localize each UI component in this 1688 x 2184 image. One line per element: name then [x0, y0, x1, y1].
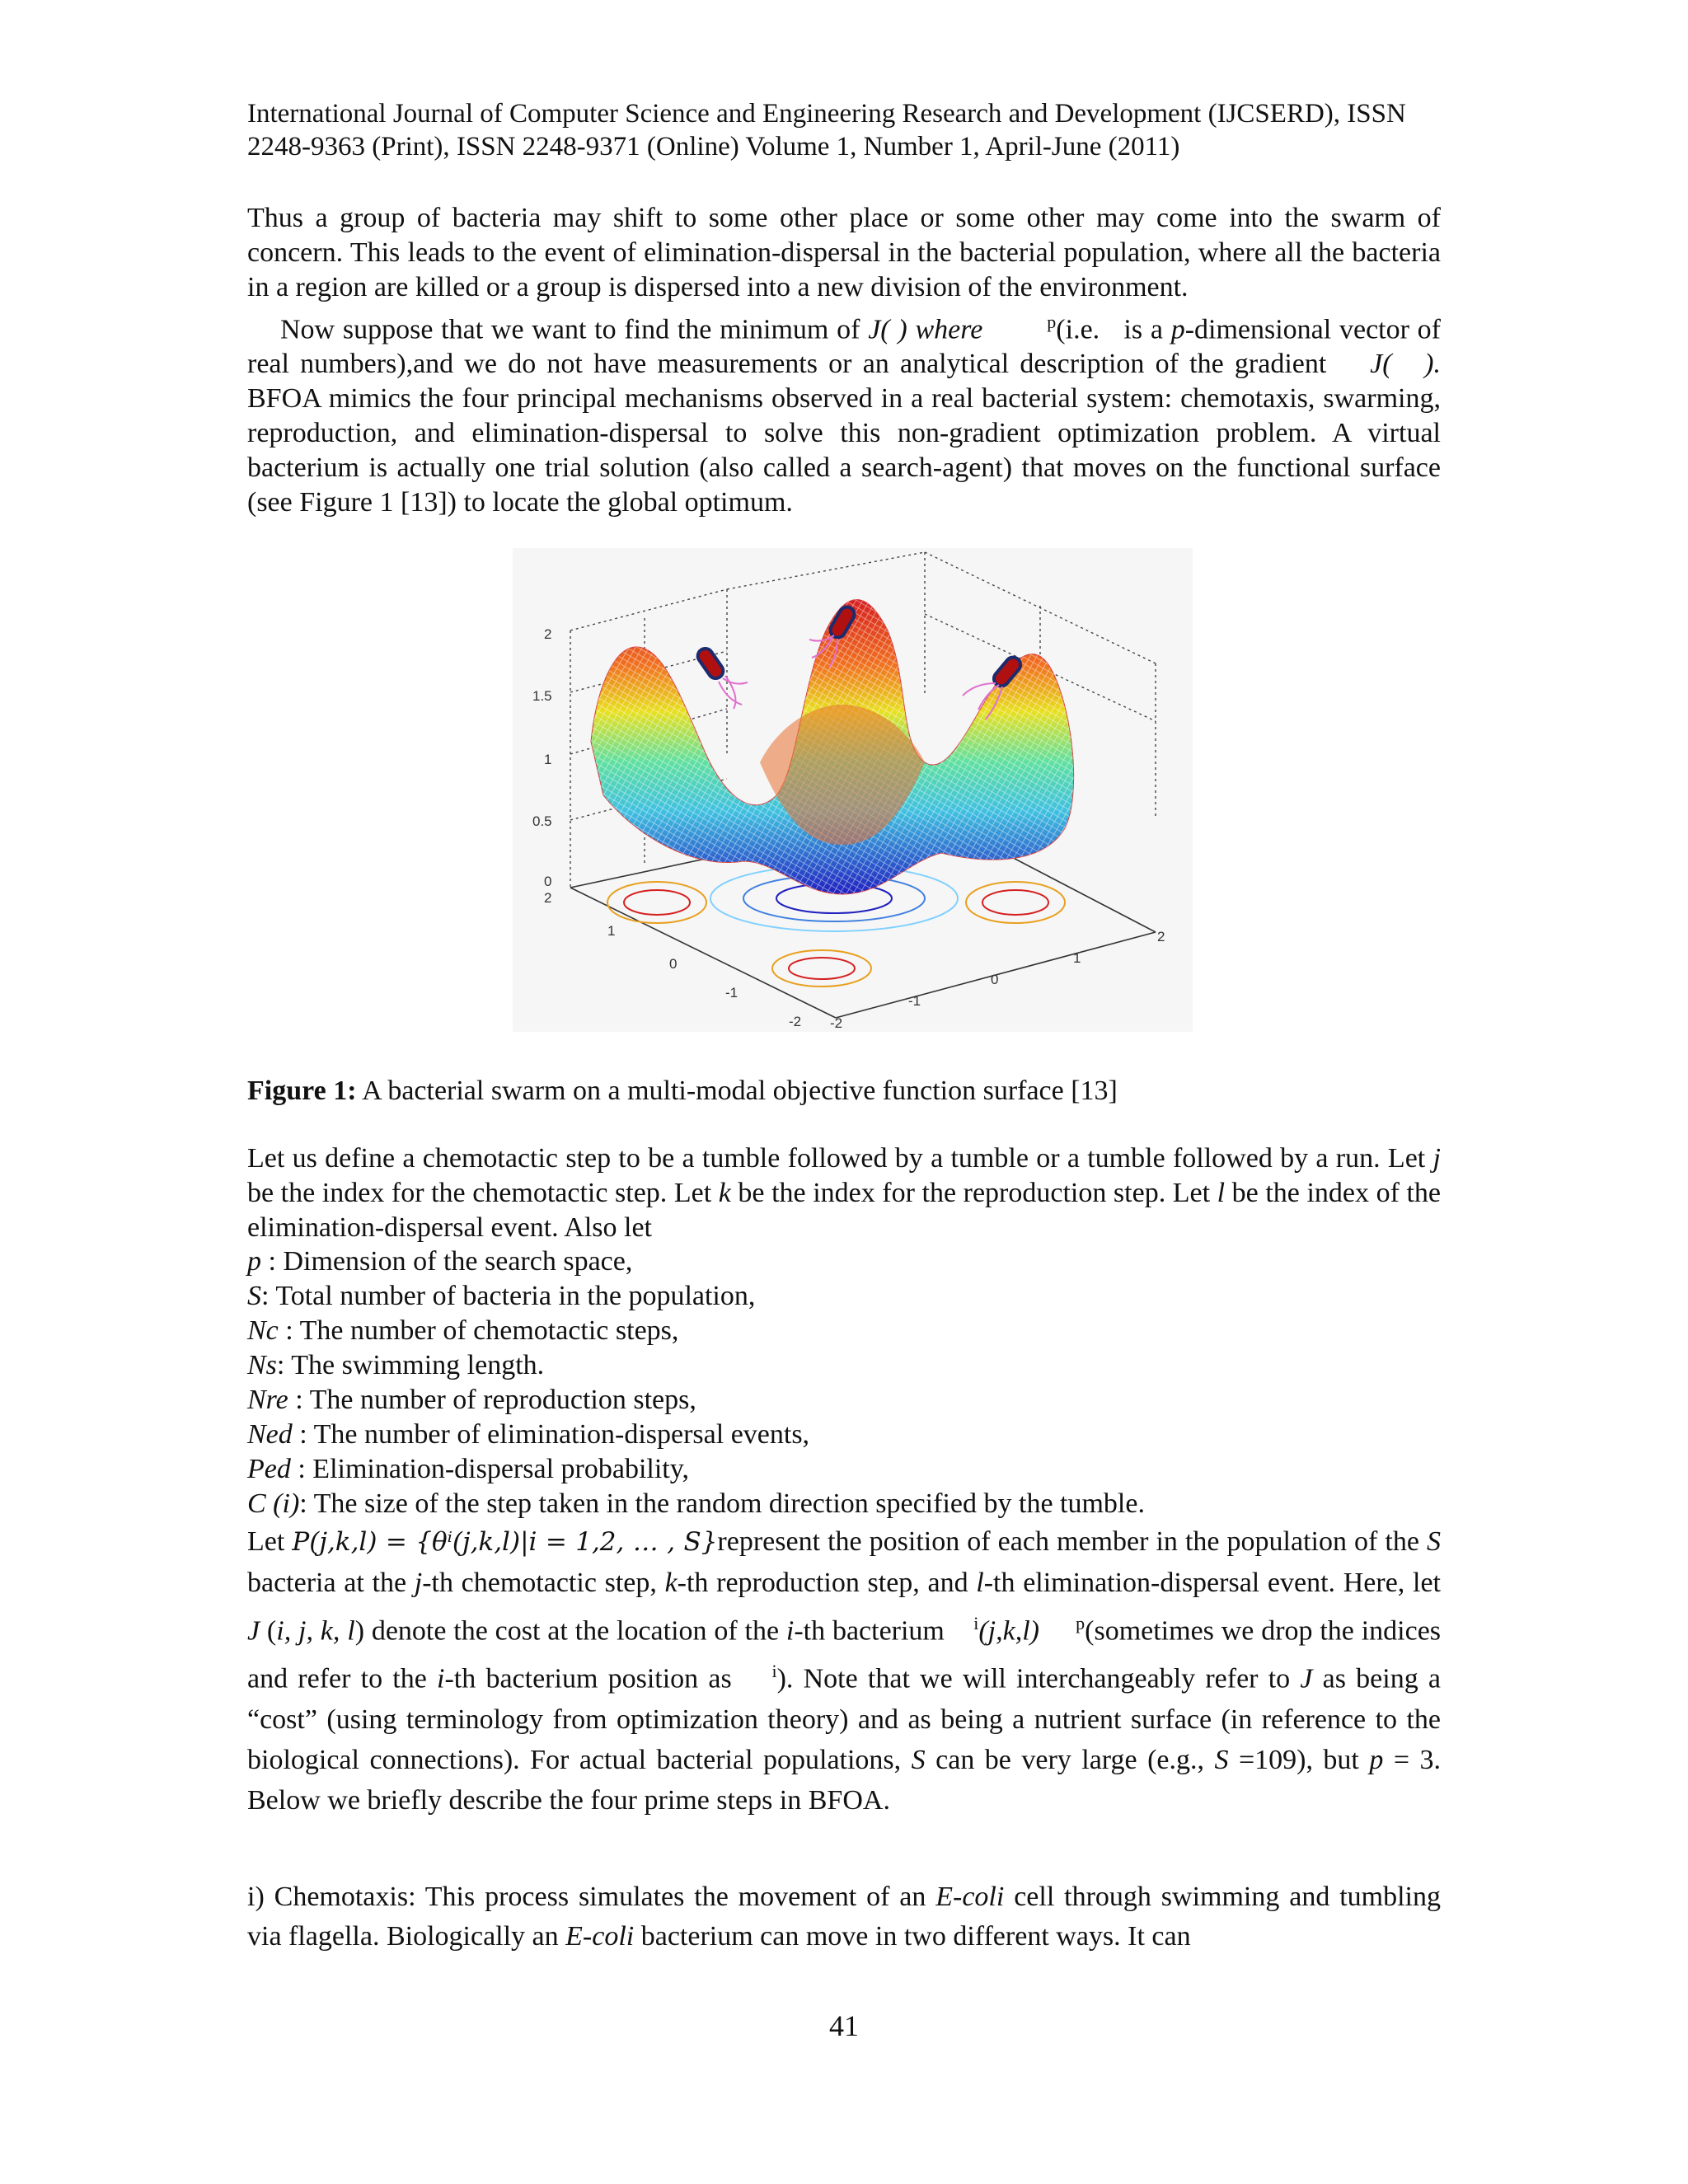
bacterium-1 [695, 645, 748, 709]
paragraph-3 [247, 1141, 1441, 1245]
p4-text-aa: S [911, 1744, 926, 1775]
p4-text-t: (sometimes we drop the indices and refer to the [247, 1615, 1442, 1694]
definition-symbol: Nre [247, 1385, 288, 1415]
p2-text-b: J( [868, 314, 890, 345]
definition-item [247, 1279, 1441, 1314]
p4-text-b: represent the position of each member in the population of the [717, 1526, 1428, 1557]
p2-text-a: Now suppose that we want to find the minimum of [280, 314, 869, 345]
position-set-equation: P(j,k,l) = {θⁱ(j,k,l)|i = 1,2, … , S} [292, 1527, 718, 1557]
p2-text-e: (i.e. [1056, 314, 1100, 345]
p2-text-j: ). [1413, 349, 1441, 380]
definition-text: : Elimination-dispersal probability, [290, 1454, 690, 1484]
p4-text-x: ). Note that we will interchangeably refer to [776, 1663, 1301, 1694]
z-tick: 1 [544, 752, 552, 767]
p4-text-z: as being a “cost” (using terminology from optimization theory) and as being a nutrient surface (in reference to the biological connections). For actual bacterial populations, [247, 1663, 1441, 1775]
p3-text-f: l [1217, 1178, 1226, 1208]
paragraph-5 [247, 1877, 1441, 1957]
z-tick: 0.5 [532, 813, 552, 829]
definition-item [247, 1452, 1441, 1487]
journal-header [247, 97, 1441, 163]
definition-symbol: Ped [247, 1454, 291, 1484]
definition-text: : The size of the step taken in the random direction specified by the tumble. [299, 1488, 1145, 1519]
p3-text-c: be the index for the chemotactic step. Let [247, 1178, 719, 1208]
header-line-1: International Journal of Computer Science and Engineering Research and Development (IJCSERD), ISSN [247, 99, 1406, 129]
z-tick: 0 [544, 874, 552, 889]
p4-sup-i: i [973, 1613, 979, 1633]
p2-text-h: -dimensional vector of real numbers),and we do not have measurements or an analytical description of the gradient [247, 314, 1441, 380]
definition-item [247, 1383, 1441, 1418]
p4-text-y: J [1300, 1663, 1313, 1694]
z-tick: 1.5 [532, 688, 552, 704]
p4-text-k: J [247, 1615, 260, 1647]
p2-text-g: p [1170, 314, 1185, 345]
definition-item [247, 1487, 1441, 1521]
p4-text-j: -th elimination-dispersal event. Here, let [983, 1568, 1441, 1598]
p5-text-b: E-coli [935, 1882, 1005, 1912]
definition-symbol: Ned [247, 1419, 293, 1450]
p4-text-n: ) denote the cost at the location of the [354, 1615, 786, 1647]
p4-text-i: l [976, 1568, 984, 1598]
p4-text-ac: S [1214, 1744, 1229, 1775]
definition-text: : Dimension of the search space, [261, 1246, 633, 1277]
definition-symbol: S [247, 1281, 261, 1311]
definition-text: : The number of chemotactic steps, [278, 1315, 679, 1346]
p4-text-e: j [414, 1568, 423, 1598]
p4-text-a: Let [247, 1526, 293, 1557]
p4-text-d: bacteria at the [247, 1568, 415, 1598]
figure-1-surface-plot [513, 548, 1193, 1032]
definition-text: : The number of reproduction steps, [288, 1385, 696, 1415]
z-tick: 2 [544, 626, 552, 642]
x-tick: 1 [607, 923, 616, 939]
p5-text-d: E-coli [565, 1921, 635, 1952]
p3-text-a: Let us define a chemotactic step to be a tumble followed by a tumble or a tumble followed by a run. Let [247, 1143, 1433, 1174]
p4-text-ab: can be very large (e.g., [925, 1744, 1215, 1775]
p3-text-b: j [1432, 1143, 1441, 1174]
p5-text-a: i) Chemotaxis: This process simulates the movement of an [247, 1882, 936, 1912]
definition-symbol: Ns [247, 1350, 277, 1380]
definition-item [247, 1418, 1441, 1452]
definition-item [247, 1314, 1441, 1348]
p4-text-h: -th reproduction step, and [677, 1568, 977, 1598]
multi-modal-surface [591, 600, 1074, 895]
p4-text-p: -th bacterium [794, 1615, 945, 1647]
p2-sup-p: p [1047, 312, 1057, 332]
paragraph-1: Thus a group of bacteria may shift to some other place or some other may come into the swarm of concern. This leads to the event of elimination-dispersal in the bacterial population, where all the bacteria in a region are killed or a group is dispersed into a new division of the environment. [247, 203, 1441, 302]
p4-text-o: i [785, 1615, 795, 1647]
definition-symbol: C (i) [247, 1488, 300, 1519]
p4-text-ad: =109), but [1228, 1744, 1370, 1775]
p4-text-ae: p [1369, 1744, 1384, 1775]
p4-sup-i2: i [771, 1661, 777, 1682]
p3-text-d: k [718, 1178, 731, 1208]
p2-text-k: BFOA mimics the four principal mechanisms observed in a real bacterial system: chemotaxis, swarming, reproduction, and elimination-dispersal to solve this non-gradient optimization problem. A virtual bacterium is actually one trial solution (also called a search-agent) that moves on the functional surface (see Figure 1 [13]) to locate the global optimum. [247, 383, 1441, 518]
y-tick: -2 [830, 1015, 843, 1031]
definition-item [247, 1244, 1441, 1279]
x-tick: 2 [544, 890, 552, 906]
y-tick: 0 [991, 972, 999, 987]
caption-text: A bacterial swarm on a multi-modal objective function surface [13] [356, 1076, 1118, 1106]
definition-text: : Total number of bacteria in the population, [261, 1281, 756, 1311]
p2-text-i: J( [1370, 349, 1392, 380]
p4-text-v: -th bacterium position as [444, 1663, 732, 1694]
p4-text-g: k [664, 1568, 678, 1598]
p3-text-e: be the index for the reproduction step. Let [730, 1178, 1217, 1208]
surface-plot-svg [513, 548, 1193, 1032]
y-tick: 1 [1073, 950, 1081, 966]
definition-list [247, 1244, 1441, 1521]
y-tick: 2 [1157, 929, 1165, 944]
x-tick: -2 [789, 1014, 802, 1029]
p4-text-u: i [437, 1663, 445, 1694]
definition-text: : The swimming length. [276, 1350, 545, 1380]
p4-text-r: (j,k,l) [978, 1615, 1039, 1647]
figure-caption [247, 1074, 1118, 1108]
p5-text-c: cell through swimming and tumbling via flagella. Biologically an [247, 1882, 1442, 1952]
paragraph-4 [247, 1521, 1441, 1821]
definition-symbol: p [247, 1246, 261, 1277]
p5-text-e: bacterium can move in two different ways. It can [634, 1921, 1191, 1952]
p4-text-f: -th chemotactic step, [422, 1568, 665, 1598]
p3-text-g: be the index of the elimination-dispersal event. Also let [247, 1178, 1441, 1243]
p4-sup-p: p [1076, 1613, 1085, 1633]
x-tick: -1 [725, 985, 738, 1001]
p4-text-l: ( [260, 1615, 277, 1647]
header-line-2: 2248-9363 (Print), ISSN 2248-9371 (Online) Volume 1, Number 1, April-June (2011) [247, 132, 1180, 162]
p4-text-af: = 3. Below we briefly describe the four prime steps in BFOA. [247, 1744, 1441, 1816]
x-tick: 0 [669, 956, 678, 972]
definition-text: : The number of elimination-dispersal events, [292, 1419, 810, 1450]
definition-symbol: Nc [247, 1315, 279, 1346]
y-tick: -1 [908, 993, 921, 1009]
p2-text-c: ) where [889, 314, 983, 345]
p2-text-f: is a [1115, 314, 1171, 345]
paragraph-2 [247, 305, 1441, 520]
p4-text-c: S [1427, 1526, 1442, 1557]
p4-text-m: i, j, k, l [276, 1615, 355, 1647]
caption-label: Figure 1: [247, 1076, 357, 1106]
definition-item [247, 1348, 1441, 1383]
page-number: 41 [829, 2009, 859, 2042]
